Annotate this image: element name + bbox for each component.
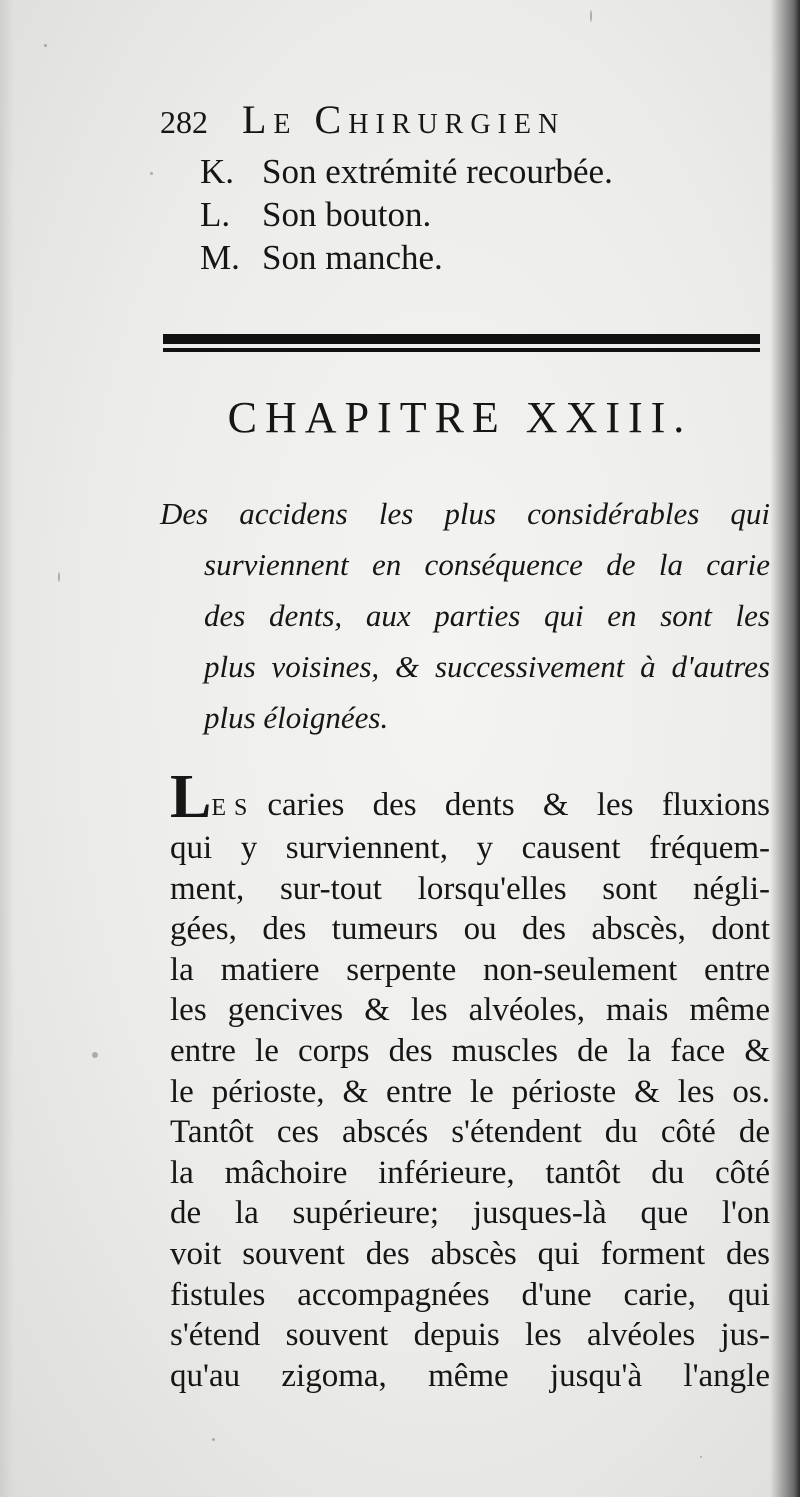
summary-line: plus voisines, & successivement à d'autres <box>204 649 770 684</box>
legend-text: Son manche. <box>262 238 443 277</box>
legend-key: L. <box>200 195 231 234</box>
text-line: Tantôt ces abscés s'étendent du côté de <box>170 1114 770 1151</box>
legend-key: K. <box>200 152 235 191</box>
legend-text: Son extrémité recourbée. <box>262 152 613 191</box>
divider-thick-rule <box>163 334 760 344</box>
summary-line: plus éloignées. <box>204 700 389 735</box>
legend-text: Son bouton. <box>262 195 432 234</box>
text-line: de la supérieure; jusques-là que l'on <box>170 1195 770 1232</box>
divider-thin-rule <box>163 348 760 352</box>
text-line: s'étend souvent depuis les alvéoles jus- <box>170 1317 770 1354</box>
text-line: qu'au zigoma, même jusqu'à l'angle <box>170 1357 770 1394</box>
first-word-small-caps: ES <box>211 795 256 821</box>
drop-cap: L <box>170 763 212 831</box>
text-line: fistules accompagnées d'une carie, qui <box>170 1276 770 1313</box>
legend-item <box>200 236 720 279</box>
summary-line: des dents, aux parties qui en sont les <box>204 598 770 633</box>
section-divider <box>163 334 760 360</box>
summary-line: Des accidens les plus considérables qui <box>160 496 770 531</box>
legend-item <box>200 193 720 236</box>
summary-line: surviennent en conséquence de la carie <box>204 547 770 582</box>
text-line: la matiere serpente non-seulement entre <box>170 951 770 988</box>
paragraph-first-line <box>170 763 770 831</box>
chapter-summary <box>160 488 770 743</box>
text-line: voit souvent des abscès qui forment des <box>170 1235 770 1272</box>
legend-key: M. <box>200 238 240 277</box>
page-binding-edge-shadow <box>770 0 800 1497</box>
chapter-title: CHAPITRE XXIII. <box>227 393 693 442</box>
text-line: le périoste, & entre le périoste & les os. <box>170 1073 770 1110</box>
page-left-edge-shadow <box>0 0 14 1497</box>
text-line: ment, sur-tout lorsqu'elles sont négli- <box>170 870 770 907</box>
page-number: 282 <box>160 104 208 140</box>
running-head <box>160 96 680 146</box>
legend-item <box>200 150 720 193</box>
text-line: gées, des tumeurs ou des abscès, dont <box>170 911 770 948</box>
first-line-text: caries des dents & les fluxions <box>267 787 770 823</box>
figure-legend <box>200 150 720 279</box>
text-line: la mâchoire inférieure, tantôt du côté <box>170 1154 770 1191</box>
text-line: entre le corps des muscles de la face & <box>170 1032 770 1069</box>
text-line: les gencives & les alvéoles, mais même <box>170 992 770 1029</box>
running-title: Le Chirurgien <box>242 97 566 142</box>
text-line: qui y surviennent, y causent fréquem- <box>170 830 770 866</box>
body-paragraph <box>170 763 770 1396</box>
